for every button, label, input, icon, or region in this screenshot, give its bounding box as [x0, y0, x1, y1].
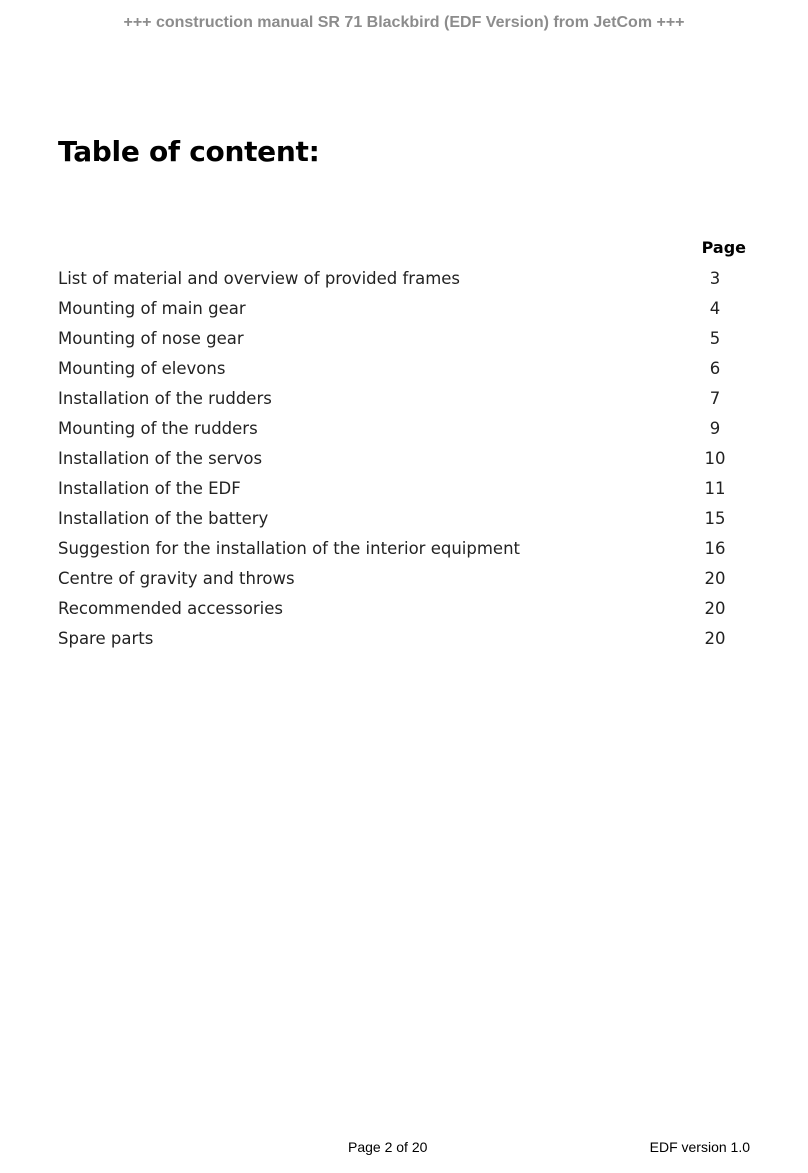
toc-entry[interactable] [58, 595, 746, 625]
toc-entry-label: Installation of the servos [58, 449, 263, 468]
toc-entry-label: List of material and overview of provided frames [58, 269, 461, 288]
toc-entry-label: Mounting of nose gear [58, 329, 244, 348]
toc-header-row [58, 236, 746, 265]
toc-entry[interactable] [58, 625, 746, 655]
toc-entry-label: Recommended accessories [58, 599, 283, 618]
toc-entry-page: 20 [704, 629, 726, 648]
toc-entry-page: 3 [709, 269, 721, 288]
toc-entry[interactable] [58, 565, 746, 595]
toc-entry-label: Mounting of main gear [58, 299, 246, 318]
toc-entry[interactable] [58, 445, 746, 475]
toc-entry-label: Installation of the battery [58, 509, 269, 528]
toc-entry-page: 11 [704, 479, 726, 498]
toc-entry-page: 15 [704, 509, 726, 528]
toc-entry-page: 5 [709, 329, 721, 348]
toc-page-column-label: Page [701, 238, 746, 257]
toc-entry-label: Mounting of elevons [58, 359, 226, 378]
page-title: Table of content: [58, 135, 320, 168]
toc-entry[interactable] [58, 295, 746, 325]
toc-entry-label: Mounting of the rudders [58, 419, 258, 438]
toc-entry[interactable] [58, 325, 746, 355]
running-header: +++ construction manual SR 71 Blackbird (EDF Version) from JetCom +++ [123, 14, 685, 31]
toc-entry-page: 4 [709, 299, 721, 318]
toc-entry-label: Installation of the rudders [58, 389, 272, 408]
toc-entry-page: 9 [709, 419, 721, 438]
table-of-contents [58, 236, 746, 655]
toc-entry[interactable] [58, 415, 746, 445]
toc-entry[interactable] [58, 385, 746, 415]
toc-entry-page: 7 [709, 389, 721, 408]
toc-entry-label: Centre of gravity and throws [58, 569, 295, 588]
toc-entry-page: 6 [709, 359, 721, 378]
toc-entry-page: 16 [704, 539, 726, 558]
footer-page-indicator: Page 2 of 20 [348, 1139, 428, 1155]
toc-entry-label: Spare parts [58, 629, 154, 648]
toc-entry[interactable] [58, 535, 746, 565]
toc-entry[interactable] [58, 505, 746, 535]
toc-entry[interactable] [58, 355, 746, 385]
toc-entry-page: 20 [704, 569, 726, 588]
toc-entry-page: 10 [704, 449, 726, 468]
toc-entry-label: Installation of the EDF [58, 479, 241, 498]
toc-entry[interactable] [58, 265, 746, 295]
footer-version: EDF version 1.0 [649, 1139, 750, 1155]
toc-entry[interactable] [58, 475, 746, 505]
toc-entry-label: Suggestion for the installation of the interior equipment [58, 539, 520, 558]
toc-entry-page: 20 [704, 599, 726, 618]
